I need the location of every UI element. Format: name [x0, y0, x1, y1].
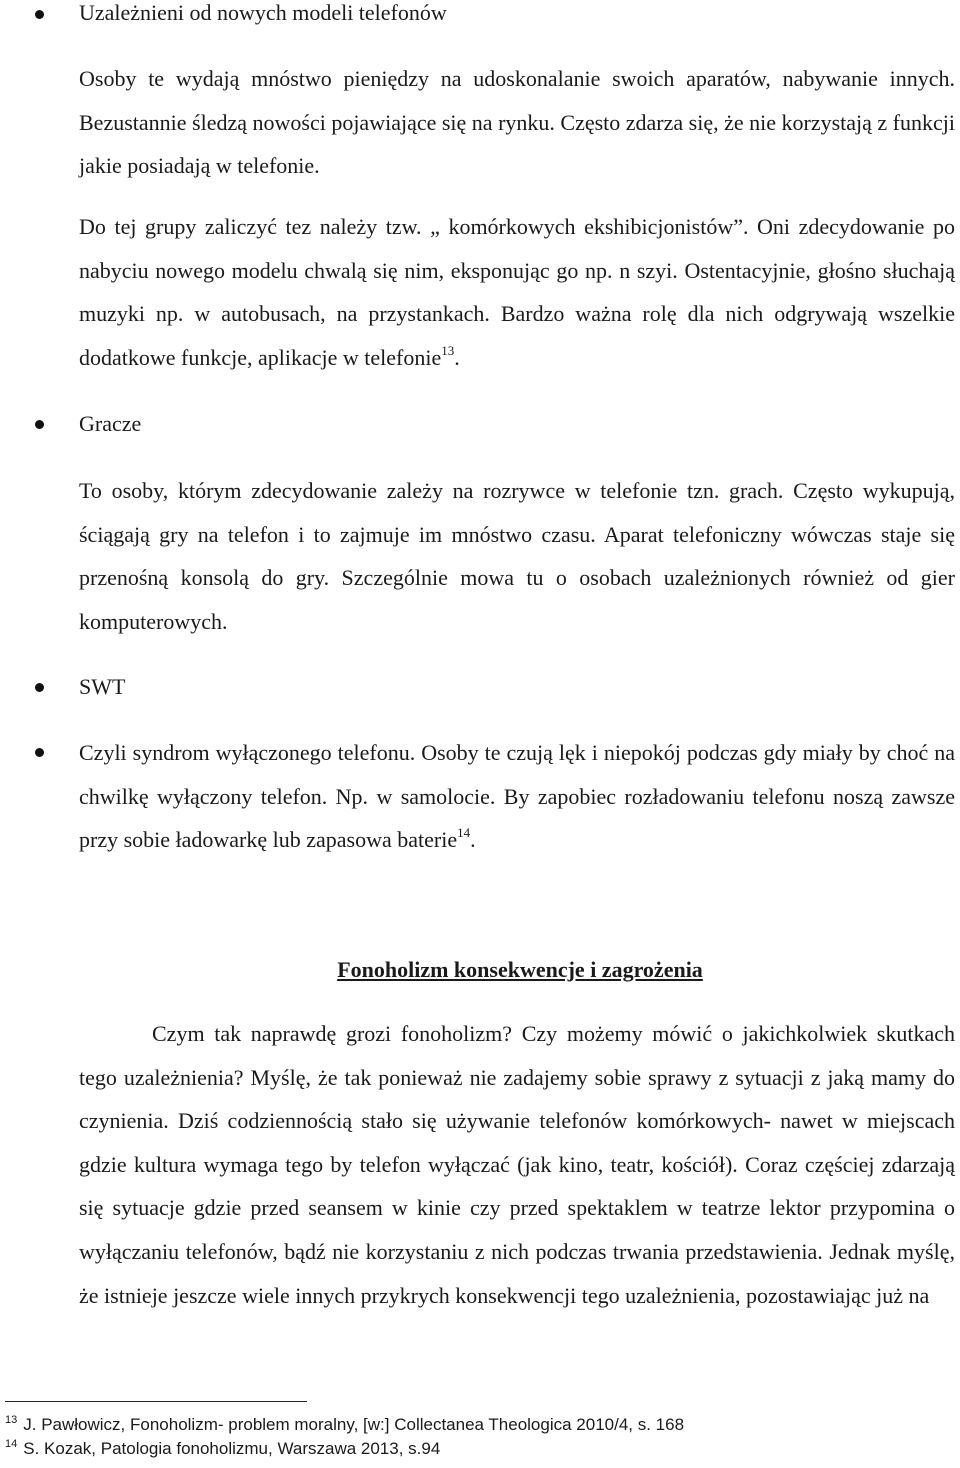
list-item-title: SWT — [79, 674, 126, 699]
bullet-point — [35, 420, 44, 429]
footnote-number: 14 — [5, 1438, 18, 1450]
paragraph: Osoby te wydają mnóstwo pieniędzy na udoskonalanie swoich aparatów, nabywanie innych. Bezustannie śledzą nowości pojawiające się na rynku. Często zdarza się, że nie korzystają z funkcji jakie posiadają w telefonie. — [79, 66, 955, 179]
footnote-divider — [5, 1401, 307, 1402]
section-heading: Fonoholizm konsekwencje i zagrożenia — [337, 957, 703, 982]
footnote — [5, 1413, 684, 1437]
paragraph-text: Do tej grupy zaliczyć tez należy tzw. „ komórkowych ekshibicjonistów”. Oni zdecydowanie po nabyciu nowego modelu chwalą się nim, eksponując go np. n szyi. Ostentacyjnie, głośno słuchają muzyki np. w autobusach, na przystankach. Bardzo ważna rolę dla nich odgrywają wszelkie dodatkowe funkcje, aplikacje w telefonie — [79, 214, 955, 370]
list-item-paragraph — [79, 731, 955, 862]
paragraph: To osoby, którym zdecydowanie zależy na rozrywce w telefonie tzn. grach. Często wykupują, ściągają gry na telefon i to zajmuje im mnóstwo czasu. Aparat telefoniczny wówczas staje się przenośną konsolą do gry. Szczególnie mowa tu o osobach uzależnionych również od gier komputerowych. — [79, 478, 955, 634]
bullet-point — [35, 748, 44, 757]
paragraph-end: . — [454, 344, 460, 370]
list-item-title: Uzależnieni od nowych modeli telefonów — [79, 0, 447, 25]
body-paragraph: Czym tak naprawdę grozi fonoholizm? Czy możemy mówić o jakichkolwiek skutkach tego uzależnienia? Myślę, że tak ponieważ nie zadajemy sobie sprawy z sytuacji z jaką mamy do czynienia. Dziś codziennością stało się używanie telefonów komórkowych- nawet w miejscach gdzie kultura wymaga tego by telefon wyłączać (jak kino, teatr, kościół). Coraz częściej zdarzają się sytuacje gdzie przed seansem w kinie czy przed spektaklem w teatrze lektor przypomina o wyłączaniu telefonów, bądź nie korzystaniu z nich podczas trwania przedstawienia. Jednak myślę, że istnieje jeszcze wiele innych przykrych konsekwencji tego uzależnienia, pozostawiając już na — [79, 1021, 955, 1308]
footnote-reference: 13 — [441, 342, 455, 358]
bullet-point — [35, 10, 44, 19]
footnote-number: 13 — [5, 1414, 18, 1426]
bullet-point — [35, 683, 44, 692]
paragraph — [79, 205, 955, 379]
footnote-text: J. Pawłowicz, Fonoholizm- problem moralny, [w:] Collectanea Theologica 2010/4, s. 168 — [23, 1415, 685, 1434]
footnote — [5, 1437, 440, 1461]
paragraph-text: Czyli syndrom wyłączonego telefonu. Osoby te czują lęk i niepokój podczas gdy miały by choć na chwilkę wyłączony telefon. Np. w samolocie. By zapobiec rozładowaniu telefonu noszą zawsze przy sobie ładowarkę lub zapasowa baterie — [79, 740, 955, 853]
footnote-reference: 14 — [457, 825, 471, 841]
paragraph-end: . — [470, 827, 476, 853]
list-item-title: Gracze — [79, 411, 142, 436]
footnote-text: S. Kozak, Patologia fonoholizmu, Warszawa 2013, s.94 — [23, 1439, 441, 1458]
